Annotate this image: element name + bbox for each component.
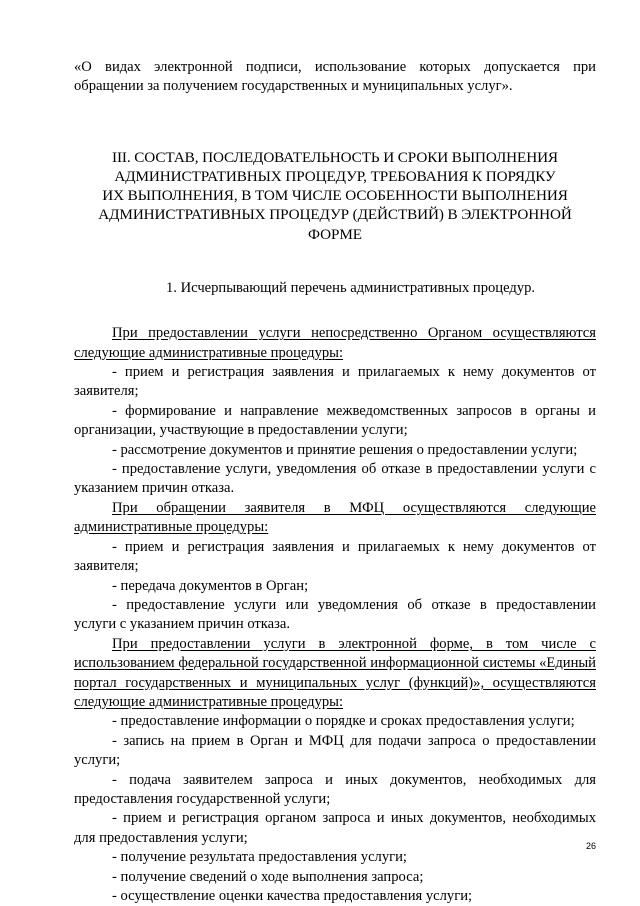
- procedure-item: - прием и регистрация заявления и прилагаемых к нему документов от заявителя;: [74, 364, 596, 400]
- procedure-item: - получение результата предоставления услуги;: [112, 849, 407, 866]
- document-page: [74, 58, 596, 906]
- section-heading-line: АДМИНИСТРАТИВНЫХ ПРОЦЕДУР (ДЕЙСТВИЙ) В ЭЛЕКТРОННОЙ ФОРМЕ: [98, 206, 572, 243]
- procedure-item: - предоставление информации о порядке и сроках предоставления услуги;: [112, 713, 575, 730]
- procedure-block-electronic: [74, 635, 596, 906]
- procedure-block-mfc: [74, 499, 596, 635]
- procedure-item: - осуществление оценки качества предоставления услуги;: [112, 888, 473, 905]
- procedure-item: - предоставление услуги или уведомления об отказе в предоставлении услуги с указанием причин отказа.: [74, 596, 596, 633]
- procedure-item: - рассмотрение документов и принятие решения о предоставлении услуги;: [112, 441, 578, 458]
- procedure-item: - формирование и направление межведомственных запросов в органы и организации, участвующие в предоставлении услуги;: [74, 402, 596, 439]
- subsection-heading: 1. Исчерпывающий перечень административных процедур.: [166, 279, 536, 296]
- procedure-item: - передача документов в Орган;: [112, 577, 309, 594]
- procedure-item: - прием и регистрация заявления и прилагаемых к нему документов от заявителя;: [74, 538, 596, 575]
- intro-paragraph: «О видах электронной подписи, использование которых допускается при обращении за получением государственных и муниципальных услуг».: [74, 59, 596, 95]
- section-heading-line: АДМИНИСТРАТИВНЫХ ПРОЦЕДУР, ТРЕБОВАНИЯ К ПОРЯДКУ: [114, 168, 556, 186]
- procedure-item: - прием и регистрация органом запроса и иных документов, необходимых для предоставления услуги;: [74, 810, 596, 846]
- procedure-item: - предоставление услуги, уведомления об отказе в предоставлении услуги с указанием причин отказа.: [74, 461, 596, 497]
- section-heading-line: III. СОСТАВ, ПОСЛЕДОВАТЕЛЬНОСТЬ И СРОКИ ВЫПОЛНЕНИЯ: [112, 148, 558, 166]
- procedure-item: - подача заявителем запроса и иных документов, необходимых для предоставления государственной услуги;: [74, 771, 596, 807]
- section-heading: [74, 148, 596, 244]
- procedures-list: [74, 324, 596, 906]
- procedure-block-lead: При предоставлении услуги в электронной форме, в том числе с использованием федеральной государственной информационной системы «Единый портал государственных и муниципальных услуг (функций)», осуществляются следующие административные процедуры:: [74, 635, 596, 710]
- procedure-item: - получение сведений о ходе выполнения запроса;: [112, 868, 424, 885]
- section-heading-line: ИХ ВЫПОЛНЕНИЯ, В ТОМ ЧИСЛЕ ОСОБЕННОСТИ ВЫПОЛНЕНИЯ: [102, 187, 568, 205]
- page-number: 26: [585, 841, 596, 851]
- procedure-item: - запись на прием в Орган и МФЦ для подачи запроса о предоставлении услуги;: [74, 732, 596, 769]
- procedure-block-lead: При предоставлении услуги непосредственно Органом осуществляются следующие административные процедуры:: [74, 325, 596, 361]
- procedure-block-organ: [74, 324, 596, 499]
- procedure-block-lead: При обращении заявителя в МФЦ осуществляются следующие административные процедуры:: [74, 499, 596, 536]
